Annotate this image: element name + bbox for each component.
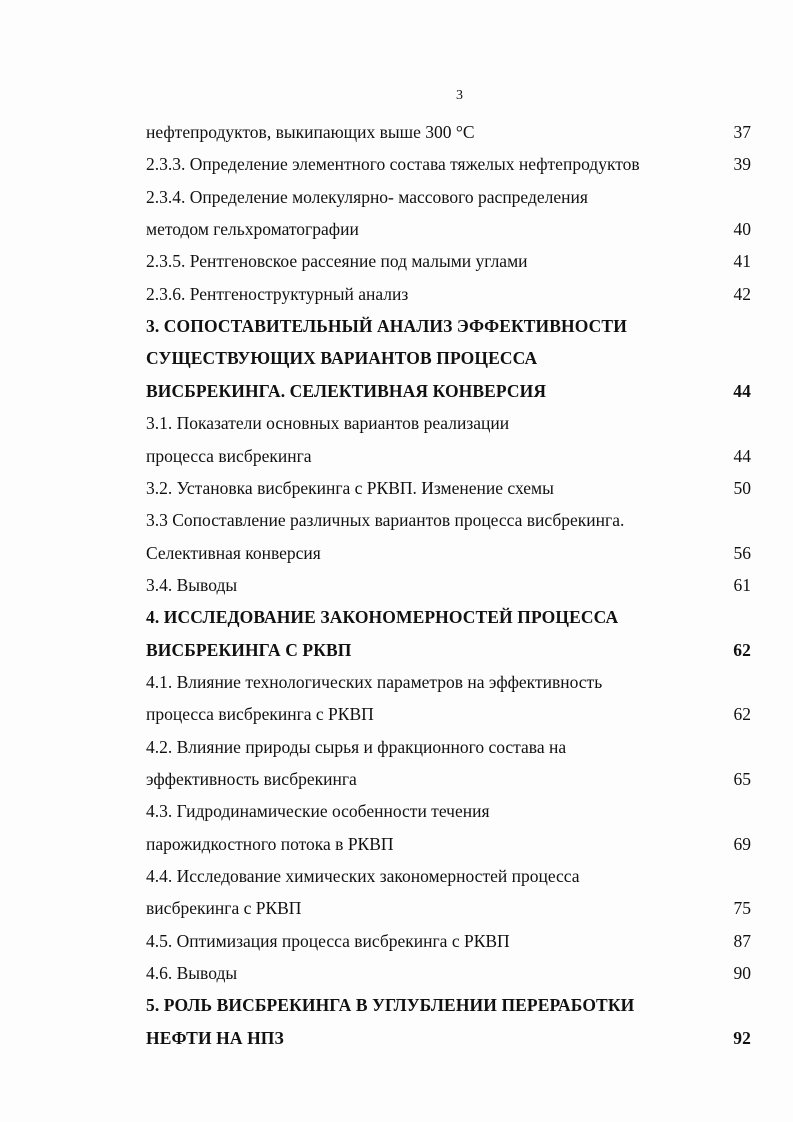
- toc-entry: [146, 538, 751, 568]
- toc-entry: [146, 570, 751, 600]
- toc-entry-page: 90: [733, 963, 751, 984]
- toc-entry-text: 4.3. Гидродинамические особенности течения: [146, 801, 490, 822]
- toc-entry: [146, 473, 751, 503]
- toc-entry-text: СУЩЕСТВУЮЩИХ ВАРИАНТОВ ПРОЦЕССА: [146, 348, 538, 369]
- toc-entry-text: парожидкостного потока в РКВП: [146, 833, 394, 854]
- toc-entry-text: 5. РОЛЬ ВИСБРЕКИНГА В УГЛУБЛЕНИИ ПЕРЕРАБОТКИ: [146, 995, 635, 1016]
- toc-entry-text: 3.1. Показатели основных вариантов реализации: [146, 413, 510, 434]
- toc-entry-page: 37: [733, 122, 751, 142]
- toc-heading: [146, 602, 751, 632]
- toc-entry-page: 42: [733, 283, 751, 304]
- toc-entry-text: нефтепродуктов, выкипающих выше 300 °С: [146, 122, 475, 142]
- toc-entry-page: 39: [733, 154, 751, 175]
- toc-entry-text: 2.3.4. Определение молекулярно- массового распределения: [146, 186, 588, 207]
- toc-entry: [146, 117, 751, 147]
- toc-entry-page: 56: [733, 542, 751, 563]
- toc-entry-page: 62: [733, 639, 751, 660]
- toc-entry: [146, 182, 751, 212]
- toc-entry: [146, 246, 751, 276]
- toc-entry-page: 44: [733, 380, 751, 401]
- toc-heading: [146, 343, 751, 373]
- toc-entry-text: 4.4. Исследование химических закономерностей процесса: [146, 866, 580, 887]
- toc-entry: [146, 667, 751, 697]
- toc-entry: [146, 829, 751, 859]
- toc-entry-text: 2.3.5. Рентгеновское рассеяние под малыми углами: [146, 251, 528, 272]
- toc-entry-page: 44: [733, 445, 751, 466]
- toc-entry-text: 2.3.6. Рентгеноструктурный анализ: [146, 283, 409, 304]
- toc-entry-text: 3.3 Сопоставление различных вариантов процесса висбрекинга.: [146, 510, 625, 531]
- page-number: 3: [456, 88, 463, 103]
- toc-entry-text: висбрекинга с РКВП: [146, 898, 302, 919]
- toc-entry-page: 41: [733, 251, 751, 272]
- toc-entry-page: 75: [733, 898, 751, 919]
- toc-entry: [146, 699, 751, 729]
- toc-entry-page: 50: [733, 477, 751, 498]
- toc-heading: [146, 635, 751, 665]
- toc-entry-text: 4.5. Оптимизация процесса висбрекинга с РКВП: [146, 930, 510, 951]
- toc-entry-text: 2.3.3. Определение элементного состава тяжелых нефтепродуктов: [146, 154, 640, 175]
- toc-entry-text: 3.4. Выводы: [146, 574, 238, 595]
- toc-entry-text: 4.6. Выводы: [146, 963, 238, 984]
- toc-entry-text: ВИСБРЕКИНГА С РКВП: [146, 639, 352, 660]
- toc-entry: [146, 408, 751, 438]
- toc-entry-text: 4.2. Влияние природы сырья и фракционного состава на: [146, 736, 567, 757]
- toc-entry: [146, 926, 751, 956]
- toc-entry-text: НЕФТИ НА НПЗ: [146, 1027, 284, 1048]
- toc-entry-page: 40: [733, 219, 751, 240]
- toc-entry-page: 65: [733, 769, 751, 789]
- toc-entry-text: эффективность висбрекинга: [146, 769, 357, 789]
- toc-entry-text: процесса висбрекинга с РКВП: [146, 704, 374, 725]
- toc-entry: [146, 441, 751, 471]
- toc-entry-page: 62: [733, 704, 751, 725]
- toc-entry-text: методом гельхроматографии: [146, 219, 359, 240]
- toc-entry: [146, 732, 751, 762]
- toc-entry-text: процесса висбрекинга: [146, 445, 312, 466]
- toc-heading: [146, 376, 751, 406]
- toc-entry-page: 87: [733, 930, 751, 951]
- toc-entry-text: 3.2. Установка висбрекинга с РКВП. Изменение схемы: [146, 477, 554, 498]
- toc-entry-text: Селективная конверсия: [146, 542, 321, 563]
- toc-entry-page: 92: [733, 1027, 751, 1048]
- toc-entry: [146, 764, 751, 794]
- toc-entry: [146, 796, 751, 826]
- toc-heading: [146, 311, 751, 341]
- toc-entry: [146, 149, 751, 179]
- toc-entry: [146, 958, 751, 988]
- toc-entry: [146, 505, 751, 535]
- toc-entry-text: 4. ИССЛЕДОВАНИЕ ЗАКОНОМЕРНОСТЕЙ ПРОЦЕССА: [146, 607, 619, 628]
- toc-entry: [146, 893, 751, 923]
- toc-entry: [146, 861, 751, 891]
- toc-heading: [146, 1023, 751, 1053]
- toc-entry-page: 69: [733, 833, 751, 854]
- toc-entry: [146, 214, 751, 244]
- toc-entry-text: 3. СОПОСТАВИТЕЛЬНЫЙ АНАЛИЗ ЭФФЕКТИВНОСТИ: [146, 316, 627, 337]
- toc-entry-page: 61: [733, 574, 751, 595]
- toc-entry: [146, 279, 751, 309]
- toc-entry-text: 4.1. Влияние технологических параметров на эффективность: [146, 671, 603, 692]
- toc-heading: [146, 990, 751, 1020]
- toc-entry-text: ВИСБРЕКИНГА. СЕЛЕКТИВНАЯ КОНВЕРСИЯ: [146, 380, 547, 401]
